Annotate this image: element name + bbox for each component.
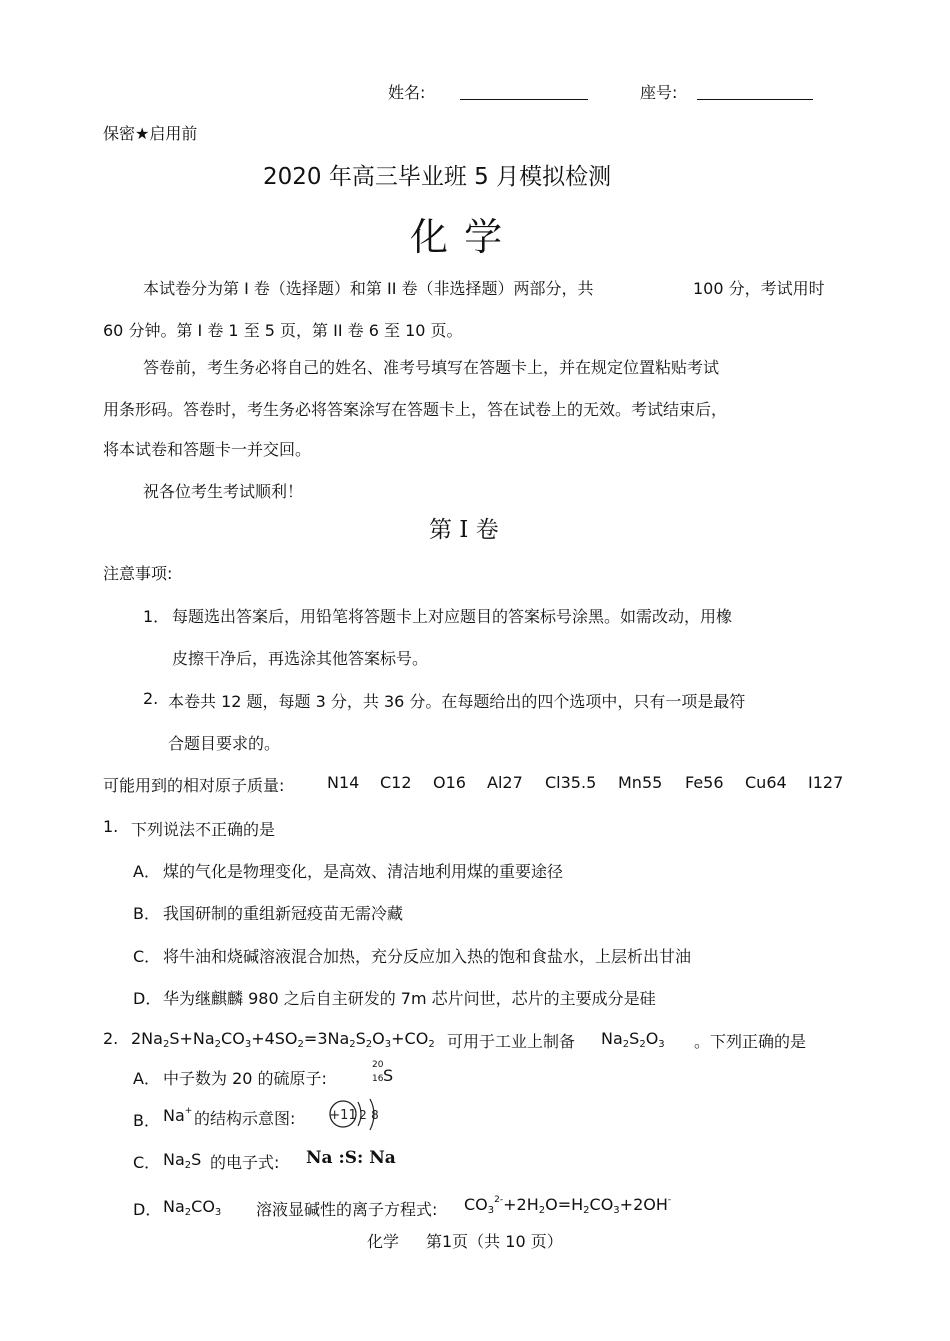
nuclide-atomic-number: 16: [372, 1074, 384, 1084]
q2-product-formula: $Na_2S_2O_3$: [601, 1029, 665, 1050]
sodium-ion-structure-diagram: [326, 1095, 390, 1135]
atomic-mass-fe: Fe56: [685, 773, 724, 792]
shell-2-electrons: 8: [371, 1108, 379, 1122]
q2-number: 2.: [103, 1029, 119, 1048]
q2-option-c-text: 的电子式:: [210, 1153, 280, 1172]
q1-option-c-label: C．: [133, 947, 161, 966]
q2-option-d-label: D．: [133, 1200, 162, 1219]
sulfur-nuclide: [372, 1060, 398, 1090]
nucleus-charge: +11: [329, 1108, 357, 1123]
intro-p2-line3: 将本试卷和答题卡一并交回。: [103, 440, 312, 459]
name-label: 姓名:: [388, 83, 426, 102]
intro-wish: 祝各位考生考试顺利！: [143, 482, 304, 501]
q2-stem-suffix: 可用于工业上制备: [447, 1032, 576, 1051]
atomic-mass-i: I127: [808, 773, 844, 792]
intro-p1-line1a: 本试卷分为第 I 卷（选择题）和第 II 卷（非选择题）两部分，共: [143, 279, 594, 298]
exam-title: 2020 年高三毕业班 5 月模拟检测: [263, 164, 612, 190]
atomic-mass-cu: Cu64: [745, 773, 787, 792]
q2-option-d-equation: $CO_3^{2-}+2H_2O=H_2CO_3+2OH^-$: [464, 1195, 672, 1216]
atomic-mass-c: C12: [380, 773, 412, 792]
q2-option-b-ion: Na+: [163, 1106, 193, 1125]
section-title: 第 I 卷: [429, 517, 499, 543]
q1-stem: 下列说法不正确的是: [131, 820, 276, 839]
q1-option-a-text: 煤的气化是物理变化，是高效、清洁地利用煤的重要途径: [163, 862, 564, 881]
atomic-mass-label: 可能用到的相对原子质量:: [103, 776, 285, 795]
q1-number: 1.: [103, 817, 119, 836]
name-underline[interactable]: [460, 99, 588, 100]
note-1-line1: 每题选出答案后，用铅笔将答题卡上对应题目的答案标号涂黑。如需改动，用橡: [172, 607, 733, 626]
atomic-mass-cl: Cl35.5: [545, 773, 597, 792]
q2-option-d-formula: $Na_2CO_3$: [163, 1197, 222, 1218]
q2-option-a-label: A．: [133, 1069, 160, 1088]
q2-option-b-label: B．: [133, 1111, 160, 1130]
atomic-mass-mn: Mn55: [618, 773, 663, 792]
q1-option-a-label: A．: [133, 862, 160, 881]
atomic-mass-al: Al27: [487, 773, 523, 792]
q2-stem-end: 。下列正确的是: [694, 1032, 807, 1051]
q1-option-d-text: 华为继麒麟 980 之后自主研发的 7m 芯片问世，芯片的主要成分是硅: [163, 989, 656, 1008]
note-1-line2: 皮擦干净后，再选涂其他答案标号。: [172, 649, 429, 668]
atomic-mass-o: O16: [433, 773, 466, 792]
footer-subject: 化学: [367, 1232, 400, 1251]
intro-p1-line2: 60 分钟。第 I 卷 1 至 5 页，第 II 卷 6 至 10 页。: [103, 321, 463, 340]
q2-option-a-text: 中子数为 20 的硫原子:: [163, 1069, 327, 1088]
atomic-mass-n: N14: [327, 773, 360, 792]
notice-label: 注意事项:: [103, 564, 173, 583]
note-2-num: 2.: [143, 689, 159, 708]
q2-option-b-text: 的结构示意图:: [194, 1109, 296, 1128]
note-2-line2: 合题目要求的。: [168, 734, 281, 753]
footer-page-number: 第1页（共 10 页）: [426, 1232, 563, 1251]
q2-equation: $2Na_2S+Na_2CO_3+4SO_2=3Na_2S_2O_3+CO_2$: [131, 1029, 435, 1050]
nuclide-symbol: S: [383, 1066, 394, 1085]
q1-option-b-label: B．: [133, 904, 160, 923]
q1-option-c-text: 将牛油和烧碱溶液混合加热，充分反应加入热的饱和食盐水，上层析出甘油: [163, 947, 692, 966]
intro-p1-line1b: 100 分，考试用时: [693, 279, 825, 298]
confidential-mark: 保密★启用前: [103, 124, 198, 143]
shell-1-electrons: 2: [359, 1108, 367, 1122]
nuclide-mass-number: 20: [372, 1060, 384, 1070]
q2-option-c-formula: $Na_2S$: [163, 1150, 202, 1171]
q1-option-d-label: D．: [133, 989, 162, 1008]
q2-option-d-text: 溶液显碱性的离子方程式:: [256, 1200, 438, 1219]
intro-p2-line2: 用条形码。答卷时，考生务必将答案涂写在答题卡上，答在试卷上的无效。考试结束后，: [103, 400, 728, 419]
q2-option-c-label: C．: [133, 1153, 161, 1172]
sodium-sulfide-electron-formula: Na :S: Na: [306, 1148, 396, 1168]
seat-underline[interactable]: [697, 99, 813, 100]
note-1-num: 1．: [143, 607, 170, 626]
seat-label: 座号:: [640, 83, 678, 102]
intro-p2-line1: 答卷前，考生务必将自己的姓名、准考号填写在答题卡上，并在规定位置粘贴考试: [143, 358, 720, 377]
q1-option-b-text: 我国研制的重组新冠疫苗无需冷藏: [163, 904, 404, 923]
subject-title: 化 学: [410, 215, 505, 259]
note-2-line1: 本卷共 12 题，每题 3 分，共 36 分。在每题给出的四个选项中，只有一项是最符: [168, 692, 746, 711]
